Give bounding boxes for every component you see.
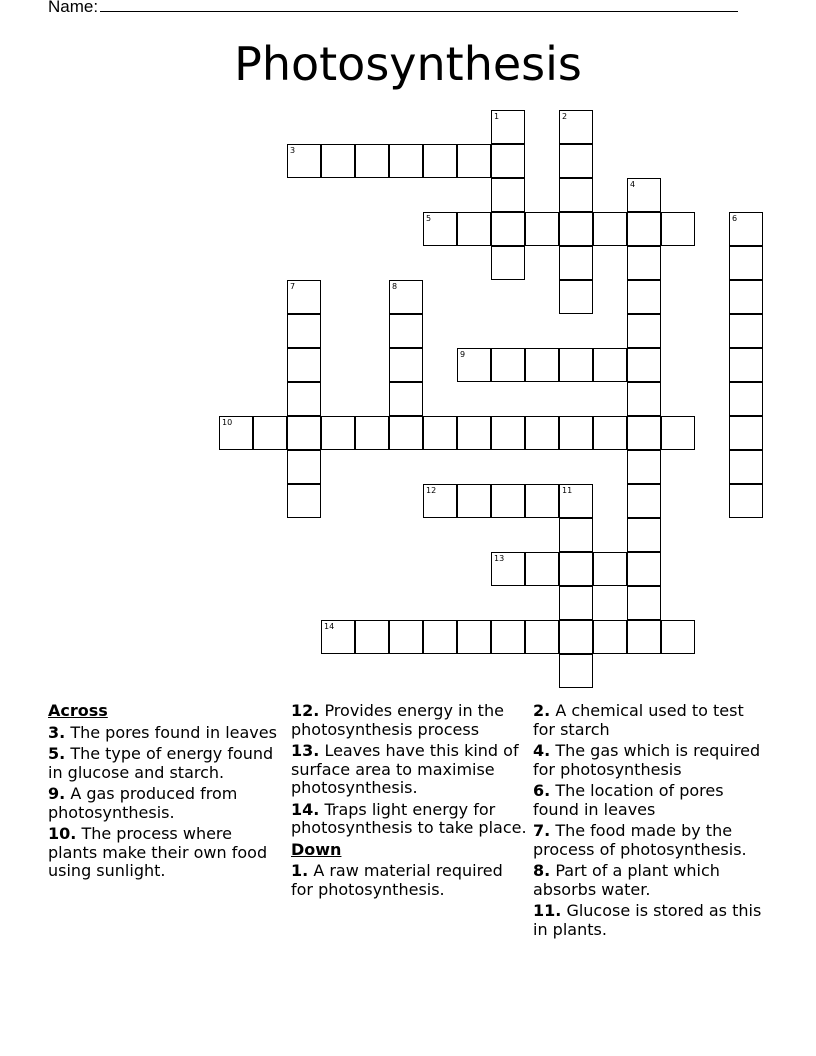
grid-cell[interactable]: [491, 144, 525, 178]
clue-item: [48, 825, 284, 881]
clue-item-number: 9.: [48, 784, 66, 803]
clue-number: 13: [494, 554, 505, 563]
grid-cell[interactable]: [457, 484, 491, 518]
grid-cell[interactable]: [491, 212, 525, 246]
grid-cell[interactable]: [457, 620, 491, 654]
grid-cell[interactable]: [491, 246, 525, 280]
clue-number: 9: [460, 350, 466, 359]
clue-item-number: 2.: [533, 701, 551, 720]
grid-cell[interactable]: [525, 620, 559, 654]
clue-number: 5: [426, 214, 432, 223]
clue-item-text: The type of energy found in glucose and starch.: [48, 744, 274, 782]
grid-cell[interactable]: [627, 246, 661, 280]
clue-item: [533, 822, 769, 859]
clue-item: [291, 801, 527, 838]
grid-cell[interactable]: [729, 280, 763, 314]
grid-cell[interactable]: [627, 518, 661, 552]
grid-cell[interactable]: [627, 552, 661, 586]
clue-item-text: The pores found in leaves: [70, 722, 277, 742]
grid-cell[interactable]: [457, 144, 491, 178]
grid-cell[interactable]: [287, 144, 321, 178]
grid-cell[interactable]: [457, 212, 491, 246]
grid-cell[interactable]: [491, 178, 525, 212]
grid-cell[interactable]: [559, 654, 593, 688]
clue-number: 11: [562, 486, 573, 495]
grid-cell[interactable]: [287, 314, 321, 348]
grid-cell[interactable]: [355, 620, 389, 654]
clue-item-text: A raw material required for photosynthesis.: [291, 861, 503, 899]
grid-cell[interactable]: [559, 484, 593, 518]
clue-item-text: Provides energy in the photosynthesis process: [291, 701, 504, 739]
grid-cell[interactable]: [559, 620, 593, 654]
clue-item-text: A chemical used to test for starch: [533, 701, 744, 739]
grid-cell[interactable]: [627, 280, 661, 314]
clue-item-text: The food made by the process of photosynthesis.: [533, 821, 747, 859]
grid-cell[interactable]: [627, 484, 661, 518]
clue-item: [291, 862, 527, 899]
grid-cell[interactable]: [355, 416, 389, 450]
grid-cell[interactable]: [389, 382, 423, 416]
clue-number: 7: [290, 282, 296, 291]
clue-item: [533, 782, 769, 819]
grid-cell[interactable]: [287, 382, 321, 416]
grid-cell[interactable]: [627, 348, 661, 382]
clue-number: 2: [562, 112, 568, 121]
clue-item-number: 10.: [48, 824, 77, 843]
grid-cell[interactable]: [287, 348, 321, 382]
grid-cell[interactable]: [355, 144, 389, 178]
clue-item-number: 7.: [533, 821, 551, 840]
grid-cell[interactable]: [729, 484, 763, 518]
grid-cell[interactable]: [661, 620, 695, 654]
clue-item-number: 1.: [291, 861, 309, 880]
grid-cell[interactable]: [525, 212, 559, 246]
name-field[interactable]: [48, 0, 738, 17]
clue-number: 12: [426, 486, 437, 495]
name-label: Name:: [48, 0, 99, 16]
clue-column-2: [291, 702, 527, 902]
page-title: Photosynthesis: [234, 37, 582, 91]
clue-number: 4: [630, 180, 636, 189]
grid-cell[interactable]: [219, 416, 253, 450]
clue-number: 6: [732, 214, 738, 223]
grid-cell[interactable]: [627, 586, 661, 620]
grid-cell[interactable]: [627, 178, 661, 212]
grid-cell[interactable]: [525, 416, 559, 450]
grid-cell[interactable]: [423, 144, 457, 178]
clue-item: [48, 724, 284, 743]
grid-cell[interactable]: [559, 416, 593, 450]
grid-cell[interactable]: [559, 246, 593, 280]
clue-item-text: A gas produced from photosynthesis.: [48, 784, 238, 822]
clue-item-text: Part of a plant which absorbs water.: [533, 861, 720, 899]
clue-heading: Down: [291, 839, 342, 859]
clue-item-number: 13.: [291, 741, 320, 760]
grid-cell[interactable]: [457, 416, 491, 450]
grid-cell[interactable]: [491, 620, 525, 654]
clue-column-3: [533, 702, 769, 942]
clue-column-1: [48, 702, 284, 884]
grid-cell[interactable]: [491, 416, 525, 450]
grid-cell[interactable]: [593, 552, 627, 586]
clue-item-number: 12.: [291, 701, 320, 720]
clue-item-number: 8.: [533, 861, 551, 880]
grid-cell[interactable]: [321, 416, 355, 450]
grid-cell[interactable]: [661, 416, 695, 450]
grid-cell[interactable]: [287, 416, 321, 450]
grid-cell[interactable]: [729, 314, 763, 348]
grid-cell[interactable]: [423, 416, 457, 450]
clue-item: [48, 745, 284, 782]
clue-item: [291, 702, 527, 739]
grid-cell[interactable]: [321, 144, 355, 178]
grid-cell[interactable]: [491, 348, 525, 382]
grid-cell[interactable]: [729, 246, 763, 280]
clue-item-number: 4.: [533, 741, 551, 760]
grid-cell[interactable]: [729, 212, 763, 246]
grid-cell[interactable]: [525, 484, 559, 518]
grid-cell[interactable]: [593, 416, 627, 450]
grid-cell[interactable]: [559, 144, 593, 178]
grid-cell[interactable]: [559, 586, 593, 620]
grid-cell[interactable]: [559, 212, 593, 246]
grid-cell[interactable]: [593, 212, 627, 246]
clue-item-text: Glucose is stored as this in plants.: [533, 901, 762, 939]
grid-cell[interactable]: [389, 280, 423, 314]
grid-cell[interactable]: [661, 212, 695, 246]
clue-number: 3: [290, 146, 296, 155]
grid-cell[interactable]: [423, 620, 457, 654]
clue-item-text: The process where plants make their own food using sunlight.: [48, 824, 268, 880]
grid-cell[interactable]: [729, 450, 763, 484]
grid-cell[interactable]: [627, 416, 661, 450]
grid-cell[interactable]: [559, 552, 593, 586]
grid-cell[interactable]: [559, 178, 593, 212]
grid-cell[interactable]: [287, 484, 321, 518]
grid-cell[interactable]: [525, 552, 559, 586]
clue-item-number: 3.: [48, 722, 66, 742]
clue-item: [48, 785, 284, 822]
clue-number: 8: [392, 282, 398, 291]
grid-cell[interactable]: [491, 552, 525, 586]
grid-cell[interactable]: [253, 416, 287, 450]
clue-item-number: 11.: [533, 901, 562, 920]
grid-cell[interactable]: [321, 620, 355, 654]
name-underline[interactable]: [100, 0, 738, 12]
grid-cell[interactable]: [593, 620, 627, 654]
clue-item: [291, 742, 527, 798]
grid-cell[interactable]: [491, 110, 525, 144]
clue-number: 10: [222, 418, 233, 427]
clue-item-text: The gas which is required for photosynthesis: [533, 741, 761, 779]
grid-cell[interactable]: [423, 212, 457, 246]
grid-cell[interactable]: [389, 348, 423, 382]
clue-item: [533, 742, 769, 779]
grid-cell[interactable]: [389, 314, 423, 348]
clue-item-text: Leaves have this kind of surface area to maximise photosynthesis.: [291, 741, 519, 797]
grid-cell[interactable]: [287, 450, 321, 484]
grid-cell[interactable]: [559, 518, 593, 552]
grid-cell[interactable]: [559, 348, 593, 382]
grid-cell[interactable]: [729, 416, 763, 450]
grid-cell[interactable]: [457, 348, 491, 382]
grid-cell[interactable]: [627, 382, 661, 416]
clue-item-text: Traps light energy for photosynthesis to take place.: [291, 799, 527, 837]
grid-cell[interactable]: [559, 280, 593, 314]
grid-cell[interactable]: [389, 416, 423, 450]
grid-cell[interactable]: [287, 280, 321, 314]
clue-item: [533, 862, 769, 899]
clue-item: [533, 702, 769, 739]
grid-cell[interactable]: [729, 348, 763, 382]
clue-heading: Across: [48, 701, 108, 720]
grid-cell[interactable]: [627, 212, 661, 246]
grid-cell[interactable]: [729, 382, 763, 416]
grid-cell[interactable]: [525, 348, 559, 382]
grid-cell[interactable]: [491, 484, 525, 518]
grid-cell[interactable]: [627, 314, 661, 348]
clue-number: 1: [494, 112, 500, 121]
clue-item-number: 6.: [533, 781, 551, 800]
clue-item-number: 5.: [48, 744, 66, 763]
clue-number: 14: [324, 622, 335, 631]
grid-cell[interactable]: [389, 144, 423, 178]
clue-item-text: The location of pores found in leaves: [533, 781, 724, 819]
grid-cell[interactable]: [423, 484, 457, 518]
clue-item: [533, 902, 769, 939]
grid-cell[interactable]: [559, 110, 593, 144]
grid-cell[interactable]: [389, 620, 423, 654]
grid-cell[interactable]: [593, 348, 627, 382]
clue-item-number: 14.: [291, 799, 320, 819]
grid-cell[interactable]: [627, 450, 661, 484]
grid-cell[interactable]: [627, 620, 661, 654]
